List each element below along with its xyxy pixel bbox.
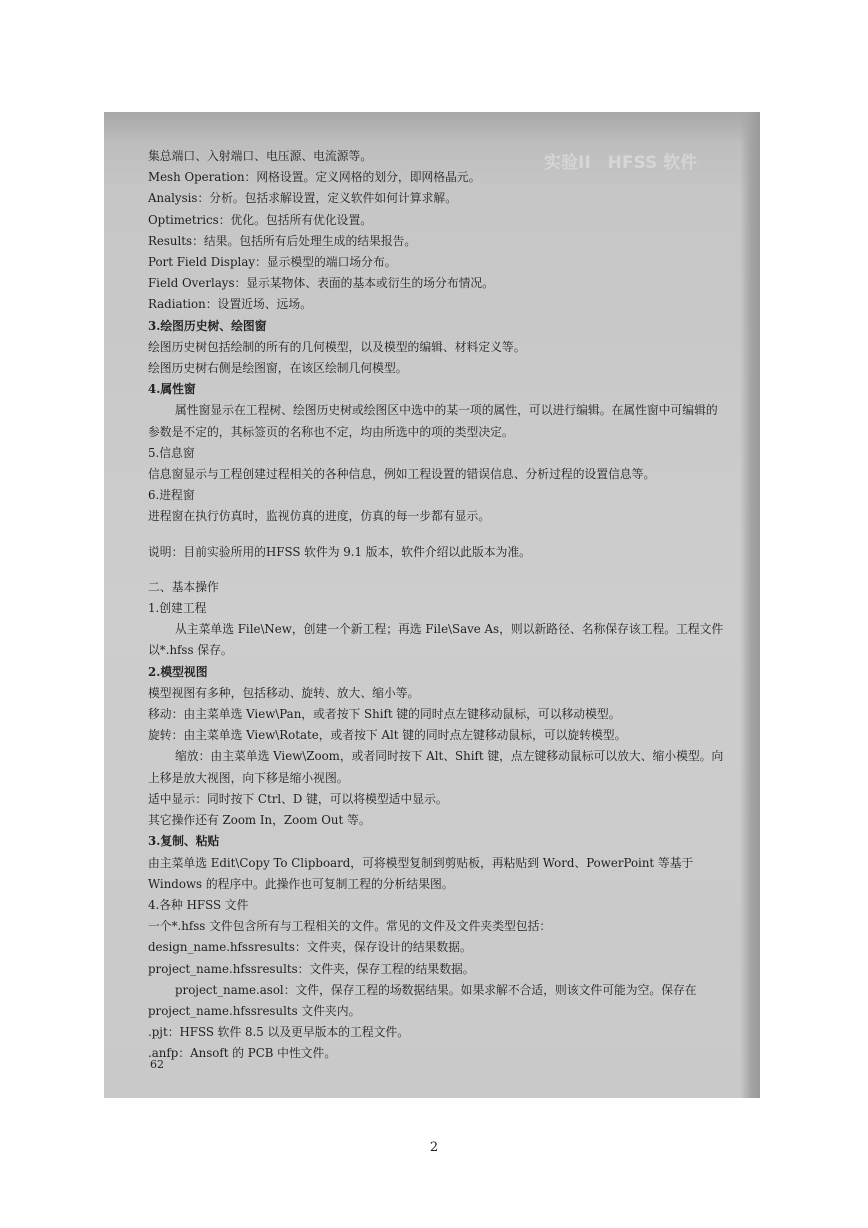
text-line: .pjt：HFSS 软件 8.5 以及更早版本的工程文件。 bbox=[148, 1025, 410, 1040]
text-line: 一个*.hfss 文件包含所有与工程相关的文件。常见的文件及文件夹类型包括： bbox=[148, 919, 552, 934]
text-line: 模型视图有多种，包括移动、旋转、放大、缩小等。 bbox=[148, 685, 420, 700]
paragraph: 属性窗显示在工程树、绘图历史树或绘图区中选中的某一项的属性，可以进行编辑。在属性窗中可编辑的参数是不定的，其标签页的名称也不定，均由所选中的项的类型决定。 bbox=[148, 403, 718, 439]
text-line: project_name.hfssresults：文件夹，保存工程的结果数据。 bbox=[148, 961, 475, 976]
page-number: 2 bbox=[429, 1140, 439, 1155]
text-line: design_name.hfssresults：文件夹，保存设计的结果数据。 bbox=[148, 940, 472, 955]
text-line: Field Overlays：显示某物体、表面的基本或衍生的场分布情况。 bbox=[148, 276, 495, 291]
text-line: 绘图历史树包括绘制的所有的几何模型，以及模型的编辑、材料定义等。 bbox=[148, 339, 526, 354]
section-heading: 1.创建工程 bbox=[148, 601, 207, 616]
text-line: Mesh Operation：网格设置。定义网格的划分，即网格晶元。 bbox=[148, 170, 481, 185]
chapter-heading: 二、基本操作 bbox=[148, 579, 219, 594]
text-line: Results：结果。包括所有后处理生成的结果报告。 bbox=[148, 233, 417, 248]
bleed-through-heading: 实验II HFSS 软件 bbox=[544, 153, 698, 173]
document-body bbox=[148, 146, 728, 1065]
text-line: 旋转：由主菜单选 View\Rotate，或者按下 Alt 键的同时点左键移动鼠标，可以旋转模型。 bbox=[148, 728, 627, 743]
paragraph: 从主菜单选 File\New，创建一个新工程；再选 File\Save As，则以新路径、名称保存该工程。工程文件以*.hfss 保存。 bbox=[148, 622, 724, 658]
text-line: 进程窗在执行仿真时，监视仿真的进度，仿真的每一步都有显示。 bbox=[148, 509, 491, 524]
section-heading: 4.属性窗 bbox=[148, 382, 196, 397]
text-line: 适中显示：同时按下 Ctrl、D 键，可以将模型适中显示。 bbox=[148, 791, 448, 806]
section-heading: 3.绘图历史树、绘图窗 bbox=[148, 318, 267, 333]
text-line: 移动：由主菜单选 View\Pan，或者按下 Shift 键的同时点左键移动鼠标，可以移动模型。 bbox=[148, 707, 621, 722]
text-line: 其它操作还有 Zoom In，Zoom Out 等。 bbox=[148, 813, 371, 828]
book-page-number: 62 bbox=[150, 1058, 164, 1071]
text-line: 信息窗显示与工程创建过程相关的各种信息，例如工程设置的错误信息、分析过程的设置信息等。 bbox=[148, 467, 656, 482]
section-heading: 5.信息窗 bbox=[148, 445, 195, 460]
text-line: Analysis：分析。包括求解设置，定义软件如何计算求解。 bbox=[148, 191, 458, 206]
text-line: 集总端口、入射端口、电压源、电流源等。 bbox=[148, 149, 373, 163]
section-heading: 3.复制、粘贴 bbox=[148, 834, 220, 849]
text-line: Radiation：设置近场、远场。 bbox=[148, 297, 312, 312]
note-line: 说明：目前实验所用的HFSS 软件为 9.1 版本，软件介绍以此版本为准。 bbox=[148, 544, 531, 559]
paragraph: 由主菜单选 Edit\Copy To Clipboard，可将模型复制到剪贴板，再粘贴到 Word、PowerPoint 等基于 Windows 的程序中。此操作也可复制工程的分析结果图。 bbox=[148, 855, 694, 891]
paragraph: 缩放：由主菜单选 View\Zoom，或者同时按下 Alt、Shift 键，点左键移动鼠标可以放大、缩小模型。向上移是放大视图，向下移是缩小视图。 bbox=[148, 749, 724, 785]
text-line: Port Field Display：显示模型的端口场分布。 bbox=[148, 255, 397, 270]
text-line: Optimetrics：优化。包括所有优化设置。 bbox=[148, 212, 373, 227]
section-heading: 4.各种 HFSS 文件 bbox=[148, 897, 249, 912]
text-line: 绘图历史树右侧是绘图窗，在该区绘制几何模型。 bbox=[148, 361, 408, 376]
text-line: .anfp：Ansoft 的 PCB 中性文件。 bbox=[148, 1046, 337, 1061]
section-heading: 2.模型视图 bbox=[148, 664, 208, 679]
section-heading: 6.进程窗 bbox=[148, 488, 195, 503]
page-edge-shadow bbox=[740, 112, 760, 1098]
scan-shadow bbox=[104, 112, 760, 142]
paragraph: project_name.asol：文件，保存工程的场数据结果。如果求解不合适，则该文件可能为空。保存在 project_name.hfssresults 文件夹内。 bbox=[148, 982, 697, 1018]
